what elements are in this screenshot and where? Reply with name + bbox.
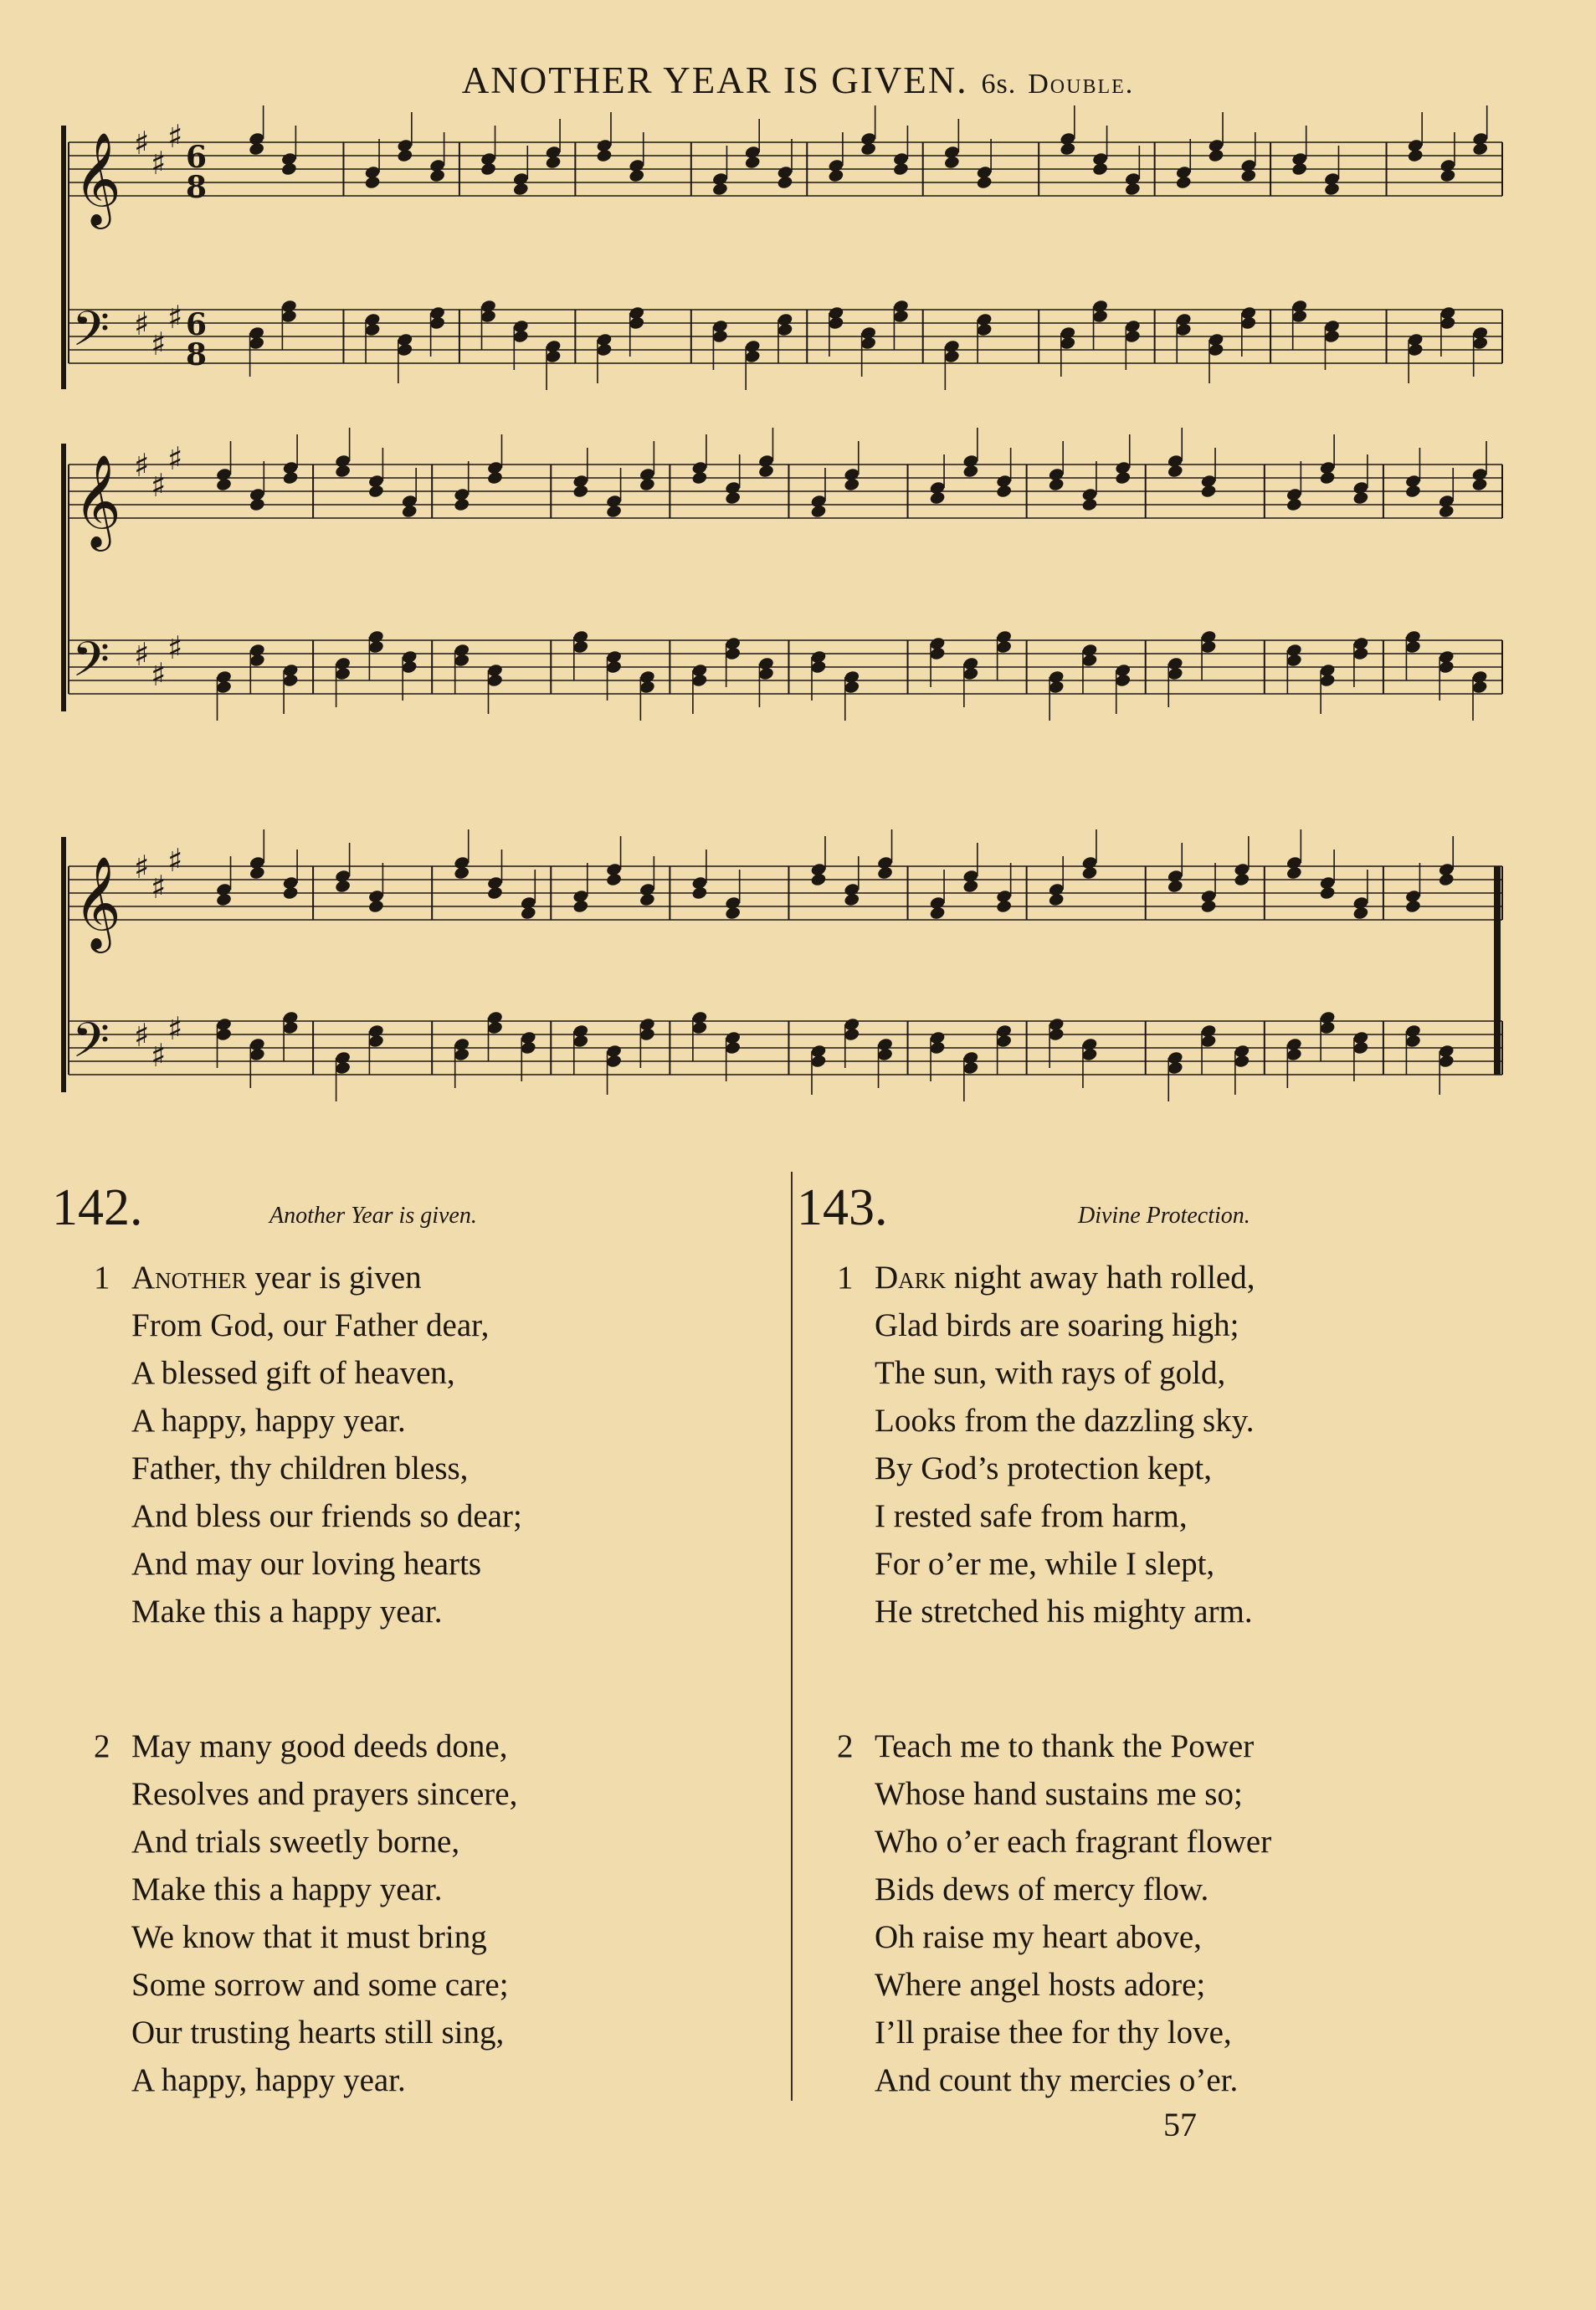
note-icon (1175, 312, 1192, 327)
note-icon (1471, 670, 1488, 685)
note-icon (629, 305, 645, 321)
note-icon (1048, 882, 1065, 897)
verse-line: Resolves and prayers sincere, (131, 1776, 518, 1812)
tune-meter: 6s. (981, 69, 1017, 100)
sharp-icon: ♯ (134, 447, 150, 484)
time-signature-bottom: 8 (186, 337, 208, 372)
stanza (837, 1722, 1548, 2107)
verse-line: Whose hand sustains me so; (875, 1776, 1243, 1812)
note-icon (995, 629, 1012, 644)
note-icon (486, 460, 503, 475)
note-icon (962, 454, 979, 469)
note-icon (429, 305, 445, 321)
note-icon (486, 875, 503, 891)
note-icon (280, 299, 297, 314)
note-icon (810, 494, 827, 509)
note-icon (1404, 629, 1421, 644)
note-icon (605, 1044, 622, 1059)
note-icon (512, 172, 529, 187)
note-icon (757, 454, 774, 469)
note-icon (1291, 151, 1307, 167)
verse-line: I’ll praise thee for thy love, (875, 2015, 1232, 2051)
hymn-title: Divine Protection. (1078, 1203, 1250, 1229)
note-icon (280, 151, 297, 167)
note-icon (995, 889, 1012, 904)
note-icon (215, 1017, 232, 1032)
note-icon (1208, 332, 1224, 347)
note-icon (1060, 131, 1076, 146)
note-icon (1234, 862, 1250, 877)
sharp-icon: ♯ (167, 440, 183, 477)
note-icon (639, 882, 655, 897)
note-icon (724, 636, 741, 651)
note-icon (215, 467, 232, 482)
note-icon (1286, 855, 1302, 870)
note-icon (860, 326, 876, 341)
note-icon (572, 1024, 589, 1039)
treble-clef-icon: 𝄞 (74, 131, 121, 225)
note-icon (724, 480, 741, 495)
treble-clef-icon: 𝄞 (74, 855, 121, 949)
note-icon (1352, 896, 1369, 911)
note-icon (334, 1050, 351, 1065)
note-icon (943, 145, 960, 160)
time-signature-bottom: 8 (186, 170, 208, 205)
note-icon (367, 1024, 384, 1039)
note-icon (1200, 1024, 1217, 1039)
note-icon (282, 460, 299, 475)
note-icon (401, 494, 418, 509)
note-icon (744, 339, 761, 354)
note-icon (249, 1037, 265, 1052)
note-icon (1471, 131, 1488, 146)
hymn-title: Another Year is given. (269, 1203, 477, 1229)
note-icon (1438, 494, 1455, 509)
verse-line-rest: night away hath rolled, (946, 1260, 1255, 1296)
note-icon (1323, 319, 1340, 334)
hymn-number: 143. (797, 1179, 888, 1236)
page-number: 57 (1163, 2106, 1197, 2143)
note-icon (1439, 158, 1456, 173)
verse-line: And may our loving hearts (131, 1546, 482, 1582)
note-icon (639, 467, 655, 482)
note-icon (1115, 460, 1132, 475)
note-icon (1048, 670, 1065, 685)
verse-line: Some sorrow and some care; (131, 1967, 509, 2003)
note-icon (1167, 869, 1183, 884)
note-icon (995, 1024, 1012, 1039)
stanza (94, 1722, 763, 2107)
verse-line: By God’s protection kept, (875, 1450, 1212, 1486)
note-icon (844, 670, 860, 685)
verse-line: Our trusting hearts still sing, (131, 2015, 505, 2051)
note-icon (844, 1017, 860, 1032)
note-icon (724, 896, 741, 911)
note-icon (248, 131, 264, 146)
sharp-icon: ♯ (134, 125, 150, 162)
note-icon (639, 1017, 655, 1032)
note-icon (691, 663, 708, 678)
note-icon (453, 855, 470, 870)
note-icon (1091, 151, 1108, 167)
note-icon (929, 1030, 946, 1045)
note-icon (1319, 663, 1336, 678)
verse-line: Father, thy children bless, (131, 1450, 469, 1486)
note-icon (1286, 643, 1302, 658)
note-icon (605, 862, 622, 877)
stanza-number: 1 (94, 1260, 110, 1296)
note-icon (1439, 305, 1456, 321)
note-icon (1167, 454, 1183, 469)
sharp-icon: ♯ (151, 1037, 167, 1074)
note-icon (486, 663, 503, 678)
note-icon (1240, 158, 1257, 173)
note-icon (1115, 663, 1132, 678)
verse-line: A happy, happy year. (131, 2062, 406, 2098)
note-icon (1240, 305, 1257, 321)
note-icon (1081, 855, 1098, 870)
note-icon (364, 312, 381, 327)
verse-line (131, 1254, 522, 1301)
note-icon (364, 165, 381, 180)
note-icon (744, 145, 761, 160)
note-icon (976, 312, 993, 327)
note-icon (249, 855, 265, 870)
note-icon (334, 869, 351, 884)
note-icon (605, 494, 622, 509)
note-icon (777, 165, 793, 180)
treble-clef-icon: 𝄞 (74, 454, 121, 547)
bass-clef-icon: 𝄢 (72, 300, 110, 369)
note-icon (844, 882, 860, 897)
note-icon (1286, 487, 1302, 502)
note-icon (1471, 467, 1488, 482)
sharp-icon: ♯ (134, 1017, 150, 1054)
verse-first-word: Another (131, 1260, 247, 1296)
verse-line: The sun, with rays of gold, (875, 1355, 1226, 1391)
note-icon (929, 896, 946, 911)
note-icon (520, 1030, 536, 1045)
note-icon (397, 332, 413, 347)
sharp-icon: ♯ (134, 849, 150, 886)
note-icon (1048, 467, 1065, 482)
note-icon (1081, 643, 1098, 658)
note-icon (929, 636, 946, 651)
note-icon (691, 875, 708, 891)
verse-line: He stretched his mighty arm. (875, 1594, 1253, 1630)
verse-line: And bless our friends so dear; (131, 1498, 522, 1534)
sharp-icon: ♯ (167, 299, 183, 336)
note-icon (545, 339, 562, 354)
note-icon (1200, 889, 1217, 904)
sharp-icon: ♯ (134, 636, 150, 673)
note-icon (572, 629, 589, 644)
sharp-icon: ♯ (134, 305, 150, 342)
verse-line: From God, our Father dear, (131, 1307, 490, 1343)
tune-title: ANOTHER YEAR IS GIVEN. (461, 59, 968, 101)
note-icon (1404, 1024, 1421, 1039)
verse-line: A happy, happy year. (131, 1403, 406, 1439)
note-icon (215, 670, 232, 685)
note-icon (943, 339, 960, 354)
verse-line: And trials sweetly borne, (131, 1824, 460, 1860)
note-icon (691, 1010, 708, 1025)
note-icon (401, 649, 418, 665)
note-icon (810, 1044, 827, 1059)
note-icon (1319, 875, 1336, 891)
verse-first-word: Dark (875, 1260, 947, 1296)
note-icon (1175, 165, 1192, 180)
note-icon (1234, 1044, 1250, 1059)
verse-line: I rested safe from harm, (875, 1498, 1188, 1534)
verse-line-rest: year is given (246, 1260, 422, 1296)
note-icon (572, 889, 589, 904)
sharp-icon: ♯ (151, 467, 167, 504)
note-icon (334, 454, 351, 469)
note-icon (1438, 1044, 1455, 1059)
note-icon (757, 656, 774, 671)
note-icon (249, 643, 265, 658)
note-icon (876, 1037, 893, 1052)
note-icon (711, 172, 728, 187)
note-icon (724, 1030, 741, 1045)
verse-line: We know that it must bring (131, 1919, 487, 1955)
note-icon (1081, 1037, 1098, 1052)
note-icon (453, 643, 470, 658)
note-icon (962, 656, 979, 671)
note-icon (545, 145, 562, 160)
note-icon (1060, 326, 1076, 341)
note-icon (1319, 460, 1336, 475)
stanza-number: 1 (837, 1260, 854, 1296)
note-icon (572, 474, 589, 489)
note-icon (1404, 889, 1421, 904)
verse-line: Who o’er each fragrant flower (875, 1824, 1272, 1860)
note-icon (1286, 1037, 1302, 1052)
verse-line: Make this a happy year. (131, 1871, 443, 1907)
note-icon (596, 332, 613, 347)
verse-line: For o’er me, while I slept, (875, 1546, 1215, 1582)
note-icon (1407, 332, 1424, 347)
note-icon (962, 1050, 979, 1065)
note-icon (892, 151, 909, 167)
note-icon (1352, 636, 1369, 651)
time-signature-top: 6 (186, 140, 208, 175)
note-icon (629, 158, 645, 173)
sharp-icon: ♯ (151, 656, 167, 693)
note-icon (429, 158, 445, 173)
stanza-number: 2 (837, 1728, 854, 1764)
bass-clef-icon: 𝄢 (72, 1012, 110, 1081)
note-icon (810, 649, 827, 665)
note-icon (215, 882, 232, 897)
verse-line: Bids dews of mercy flow. (875, 1871, 1209, 1907)
note-icon (1167, 1050, 1183, 1065)
note-icon (249, 487, 265, 502)
verse-line: Glad birds are soaring high; (875, 1307, 1239, 1343)
note-icon (777, 312, 793, 327)
note-icon (1208, 138, 1224, 153)
bass-clef-icon: 𝄢 (72, 631, 110, 700)
note-icon (1404, 474, 1421, 489)
note-icon (282, 663, 299, 678)
stanza (94, 1254, 763, 1639)
note-icon (248, 326, 264, 341)
sharp-icon: ♯ (151, 145, 167, 182)
note-icon (367, 629, 384, 644)
note-icon (596, 138, 613, 153)
note-icon (453, 1037, 470, 1052)
note-icon (486, 1010, 503, 1025)
column-divider (791, 1172, 793, 2101)
note-icon (334, 656, 351, 671)
note-icon (1471, 326, 1488, 341)
tune-style: Double. (1028, 69, 1135, 100)
sharp-icon: ♯ (151, 326, 167, 362)
note-icon (1352, 1030, 1369, 1045)
note-icon (711, 319, 728, 334)
note-icon (1200, 629, 1217, 644)
note-icon (691, 460, 708, 475)
note-icon (1407, 138, 1424, 153)
note-icon (480, 299, 496, 314)
note-icon (1091, 299, 1108, 314)
note-icon (962, 869, 979, 884)
note-icon (976, 165, 993, 180)
verse-line: May many good deeds done, (131, 1728, 508, 1764)
note-icon (282, 1010, 299, 1025)
note-icon (1167, 656, 1183, 671)
note-icon (1124, 172, 1141, 187)
note-icon (1352, 480, 1369, 495)
note-icon (810, 862, 827, 877)
sharp-icon: ♯ (151, 869, 167, 906)
note-icon (929, 480, 946, 495)
note-icon (1323, 172, 1340, 187)
sharp-icon: ♯ (167, 629, 183, 666)
note-icon (1081, 487, 1098, 502)
note-icon (1438, 862, 1455, 877)
note-icon (1438, 649, 1455, 665)
note-icon (1291, 299, 1307, 314)
note-icon (995, 474, 1012, 489)
note-icon (1200, 474, 1217, 489)
verse-line: And count thy mercies o’er. (875, 2062, 1239, 2098)
sharp-icon: ♯ (167, 1010, 183, 1047)
note-icon (453, 487, 470, 502)
note-icon (876, 855, 893, 870)
verse-line (875, 1254, 1255, 1301)
hymn-number: 142. (52, 1179, 143, 1236)
double-barline-icon (1494, 866, 1501, 1075)
note-icon (860, 131, 876, 146)
verse-line: Oh raise my heart above, (875, 1919, 1202, 1955)
note-icon (1319, 1010, 1336, 1025)
note-icon (367, 474, 384, 489)
note-icon (639, 670, 655, 685)
note-icon (605, 649, 622, 665)
verse-line: Where angel hosts adore; (875, 1967, 1206, 2003)
note-icon (520, 896, 536, 911)
note-icon (828, 305, 844, 321)
sharp-icon: ♯ (167, 842, 183, 879)
time-signature-top: 6 (186, 307, 208, 342)
note-icon (892, 299, 909, 314)
sharp-icon: ♯ (167, 118, 183, 155)
note-icon (1048, 1017, 1065, 1032)
note-icon (367, 889, 384, 904)
verse-line: Make this a happy year. (131, 1594, 443, 1630)
note-icon (828, 158, 844, 173)
stanza-number: 2 (94, 1728, 110, 1764)
note-icon (397, 138, 413, 153)
verse-line: Looks from the dazzling sky. (875, 1403, 1255, 1439)
verse-line: Teach me to thank the Power (875, 1728, 1255, 1764)
note-icon (512, 319, 529, 334)
note-icon (1124, 319, 1141, 334)
stanza (837, 1254, 1548, 1639)
note-icon (480, 151, 496, 167)
note-icon (844, 467, 860, 482)
verse-line: A blessed gift of heaven, (131, 1355, 455, 1391)
note-icon (282, 875, 299, 891)
